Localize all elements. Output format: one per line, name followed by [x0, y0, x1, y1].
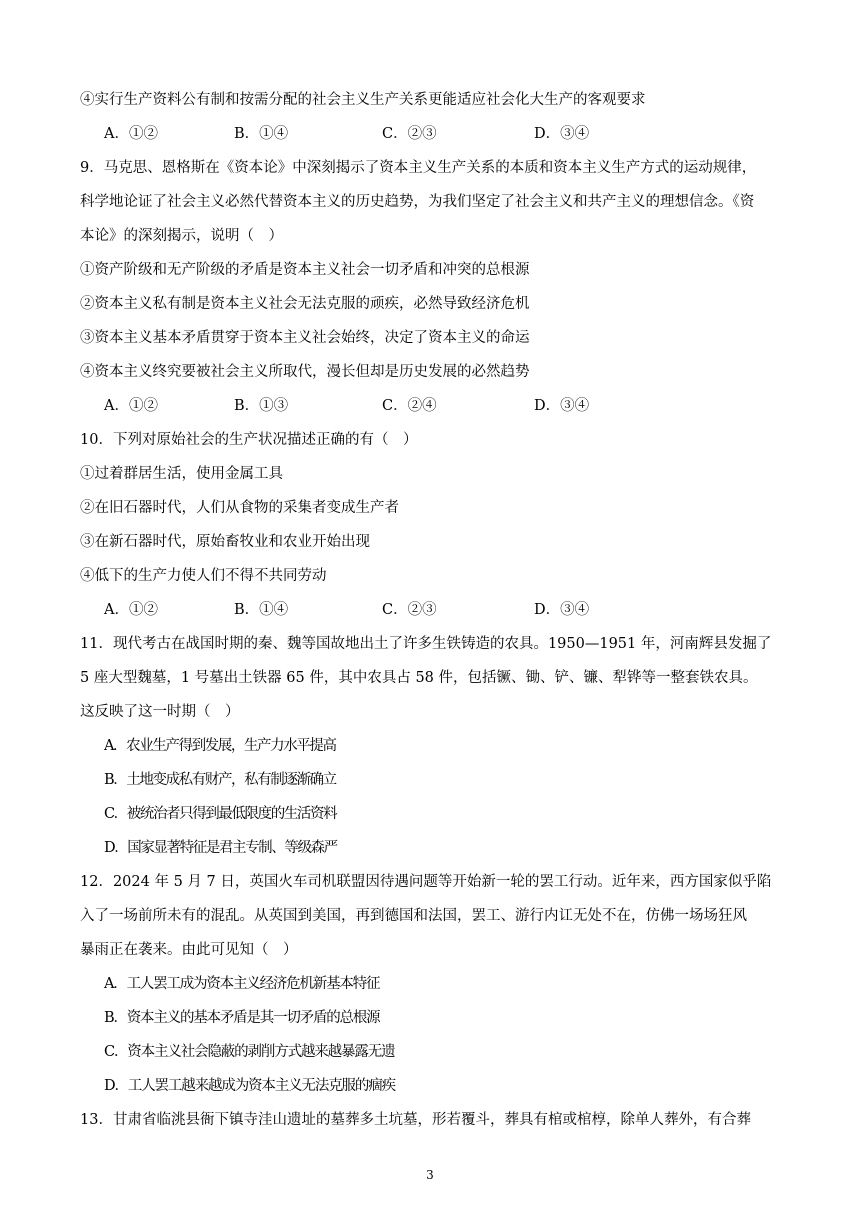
page-number: 3 — [426, 1168, 434, 1182]
q8-statement-4: ④实行生产资料公有制和按需分配的社会主义生产关系更能适应社会化大生产的客观要求 — [80, 92, 646, 108]
q9-option-d: D．③④ — [534, 398, 590, 414]
q10-options — [104, 600, 764, 620]
q9-stem-line-3: 本论》的深刻揭示，说明（ ） — [80, 228, 283, 244]
q10-option-d: D．③④ — [534, 602, 590, 618]
q8-option-b: B．①④ — [234, 126, 289, 142]
q10-statement-2: ②在旧石器时代，人们从食物的采集者变成生产者 — [80, 500, 399, 516]
q9-statement-4: ④资本主义终究要被社会主义所取代，漫长但却是历史发展的必然趋势 — [80, 364, 530, 380]
q9-stem-line-2: 科学地论证了社会主义必然代替资本主义的历史趋势，为我们坚定了社会主义和共产主义的理想信念。《资 — [80, 194, 755, 210]
q12-choice-a: A．工人罢工成为资本主义经济危机新基本特征 — [104, 976, 380, 992]
q9-statement-2: ②资本主义私有制是资本主义社会无法克服的顽疾，必然导致经济危机 — [80, 296, 530, 312]
q9-option-b: B．①③ — [234, 398, 289, 414]
q10-statement-1: ①过着群居生活，使用金属工具 — [80, 466, 283, 482]
q12-choice-b: B．资本主义的基本矛盾是其一切矛盾的总根源 — [104, 1010, 380, 1026]
q11-stem-line-2: 5 座大型魏墓，1 号墓出土铁器 65 件，其中农具占 58 件，包括镢、锄、铲、镰、犁铧等一整套铁农具。 — [80, 670, 758, 686]
q10-statement-3: ③在新石器时代，原始畜牧业和农业开始出现 — [80, 534, 370, 550]
q10-statement-4: ④低下的生产力使人们不得不共同劳动 — [80, 568, 327, 584]
q9-statement-3: ③资本主义基本矛盾贯穿于资本主义社会始终，决定了资本主义的命运 — [80, 330, 530, 346]
q10-option-b: B．①④ — [234, 602, 289, 618]
q10-option-c: C．②③ — [382, 602, 437, 618]
q11-choice-d: D．国家显著特征是君主专制、等级森严 — [104, 840, 337, 856]
q11-stem-line-3: 这反映了这一时期（ ） — [80, 704, 240, 720]
q10-option-a: A．①② — [104, 602, 158, 618]
q12-stem-line-2: 入了一场前所未有的混乱。从英国到美国，再到德国和法国，罢工、游行内讧无处不在，仿佛一场场狂风 — [80, 908, 747, 924]
q12-choice-c: C．资本主义社会隐蔽的剥削方式越来越暴露无遗 — [104, 1044, 395, 1060]
q8-options — [104, 124, 764, 144]
q9-stem-line-1: 9．马克思、恩格斯在《资本论》中深刻揭示了资本主义生产关系的本质和资本主义生产方式的运动规律， — [80, 160, 757, 176]
q11-stem-line-1: 11．现代考古在战国时期的秦、魏等国故地出土了许多生铁铸造的农具。1950—1951 年，河南辉县发掘了 — [80, 636, 772, 652]
q9-statement-1: ①资产阶级和无产阶级的矛盾是资本主义社会一切矛盾和冲突的总根源 — [80, 262, 530, 278]
q12-stem-line-3: 暴雨正在袭来。由此可见知（ ） — [80, 942, 298, 958]
q8-option-c: C．②③ — [382, 126, 437, 142]
q11-choice-c: C．被统治者只得到最低限度的生活资料 — [104, 806, 337, 822]
q12-choice-d: D．工人罢工越来越成为资本主义无法克服的痼疾 — [104, 1078, 395, 1094]
q11-choice-a: A．农业生产得到发展，生产力水平提高 — [104, 738, 336, 754]
q8-option-d: D．③④ — [534, 126, 590, 142]
q8-option-a: A．①② — [104, 126, 158, 142]
q9-option-a: A．①② — [104, 398, 158, 414]
q10-stem: 10．下列对原始社会的生产状况描述正确的有（ ） — [80, 432, 418, 448]
q9-options — [104, 396, 764, 416]
q12-stem-line-1: 12．2024 年 5 月 7 日，英国火车司机联盟因待遇问题等开始新一轮的罢工行动。近年来，西方国家似乎陷 — [80, 874, 772, 890]
q9-option-c: C．②④ — [382, 398, 437, 414]
q11-choice-b: B．土地变成私有财产，私有制逐渐确立 — [104, 772, 336, 788]
q13-stem-line-1: 13．甘肃省临洮县衙下镇寺洼山遗址的墓葬多土坑墓，形若覆斗，葬具有棺或棺椁，除单人葬外，有合葬 — [80, 1112, 751, 1128]
